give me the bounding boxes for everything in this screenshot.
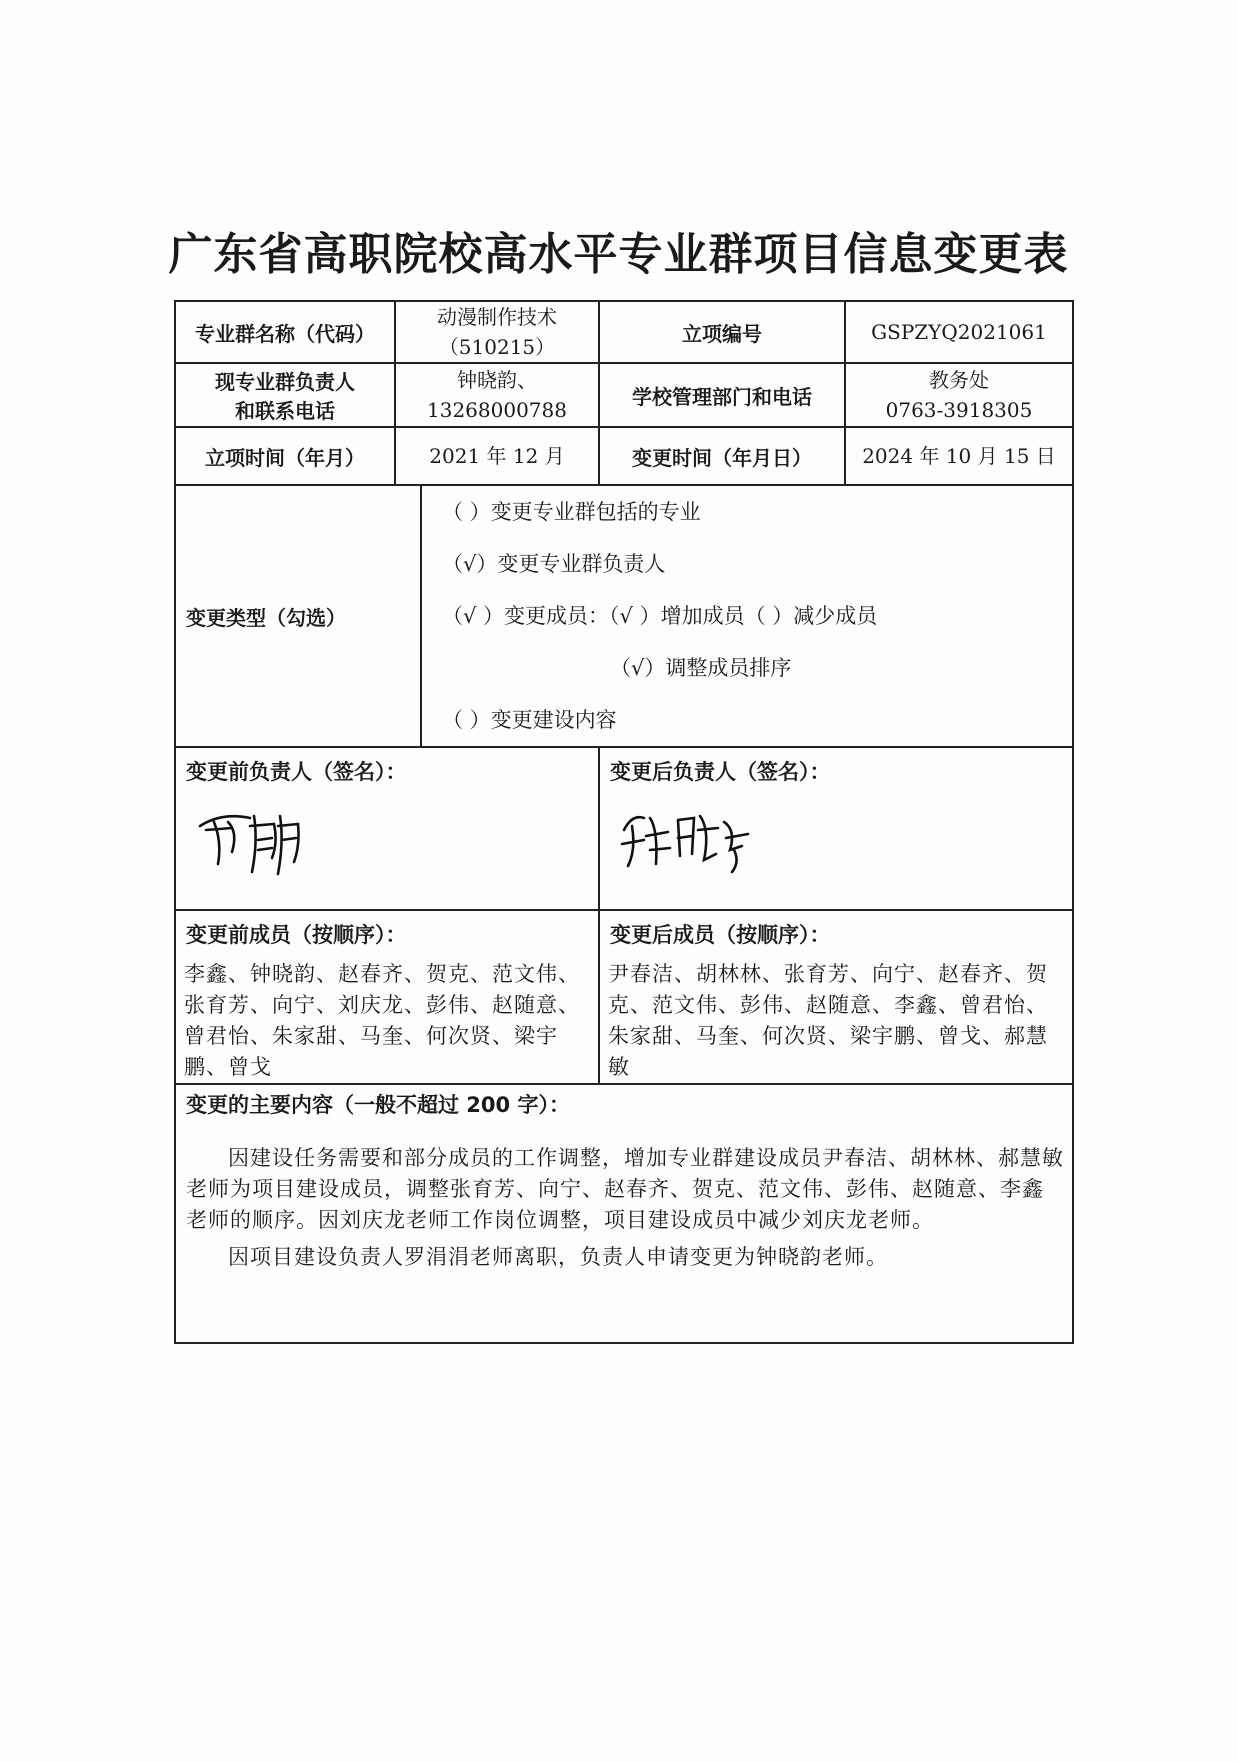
row-dates [175,427,1073,485]
label-change-type: 变更类型（勾选） [175,485,421,747]
option-reorder-members[interactable]: （√）调整成员排序 [610,656,792,680]
value-approval-time: 2021 年 12 月 [395,427,599,485]
label-current-leader-line2: 和联系电话 [235,399,335,423]
dept-phone-text: 0763-3918305 [885,398,1033,422]
signature-before-leader [192,802,302,882]
label-school-dept: 学校管理部门和电话 [599,363,845,427]
option-change-leader[interactable]: （√）变更专业群负责人 [442,552,666,576]
label-change-time: 变更时间（年月日） [599,427,845,485]
cell-after-leader [599,747,1073,910]
value-project-number: GSPZYQ2021061 [845,301,1073,363]
value-group-name [395,301,599,363]
label-group-name: 专业群名称（代码） [175,301,395,363]
label-after-leader: 变更后负责人（签名）： [610,760,831,784]
label-change-content: 变更的主要内容（一般不超过 200 字）： [186,1093,570,1117]
label-current-leader [175,363,395,427]
cell-before-members [175,910,599,1084]
dept-name-text: 教务处 [929,368,989,392]
value-current-leader [395,363,599,427]
cell-after-members [599,910,1073,1084]
signature-after-leader [614,800,754,880]
option-change-members[interactable]: （√ ）变更成员：（√ ）增加成员（ ）减少成员 [442,604,878,628]
label-project-number: 立项编号 [599,301,845,363]
leader-phone-text: 13268000788 [427,398,567,422]
cell-change-content [175,1084,1073,1343]
cell-before-leader [175,747,599,910]
before-members-list: 李鑫、钟晓韵、赵春齐、贺克、范文伟、张育芳、向宁、刘庆龙、彭伟、赵随意、曾君怡、朱家甜、马奎、何次贤、梁宇鹏、曾戈 [184,962,580,1079]
change-type-options [421,485,1073,747]
option-change-content[interactable]: （ ）变更建设内容 [442,708,617,732]
label-before-leader: 变更前负责人（签名）： [186,760,407,784]
label-current-leader-line1: 现专业群负责人 [215,370,355,394]
group-code-text: （510215） [438,335,556,359]
row-members [175,910,1073,1084]
row-leader-signatures [175,747,1073,910]
option-change-majors[interactable]: （ ）变更专业群包括的专业 [442,500,701,524]
row-project-name [175,301,1073,363]
label-approval-time: 立项时间（年月） [175,427,395,485]
row-content [175,1084,1073,1343]
after-members-list: 尹春洁、胡林林、张育芳、向宁、赵春齐、贺克、范文伟、彭伟、赵随意、李鑫、曾君怡、朱家甜、马奎、何次贤、梁宇鹏、曾戈、郝慧敏 [608,962,1048,1079]
label-before-members: 变更前成员（按顺序）： [186,923,407,947]
row-change-type [175,485,1073,747]
leader-name-text: 钟晓韵、 [457,368,537,392]
change-form-table [174,300,1074,1344]
label-after-members: 变更后成员（按顺序）： [610,923,831,947]
row-leader-contact [175,363,1073,427]
content-paragraph-1: 因建设任务需要和部分成员的工作调整，增加专业群建设成员尹春洁、胡林林、郝慧敏老师为项目建设成员，调整张育芳、向宁、赵春齐、贺克、范文伟、彭伟、赵随意、李鑫老师的顺序。因刘庆龙老师工作岗位调整，项目建设成员中减少刘庆龙老师。 [186,1146,1064,1232]
value-school-dept [845,363,1073,427]
page-title: 广东省高职院校高水平专业群项目信息变更表 [168,229,1069,280]
content-paragraph-2: 因项目建设负责人罗涓涓老师离职，负责人申请变更为钟晓韵老师。 [228,1245,888,1269]
group-name-text: 动漫制作技术 [437,305,557,329]
value-change-time: 2024 年 10 月 15 日 [845,427,1073,485]
